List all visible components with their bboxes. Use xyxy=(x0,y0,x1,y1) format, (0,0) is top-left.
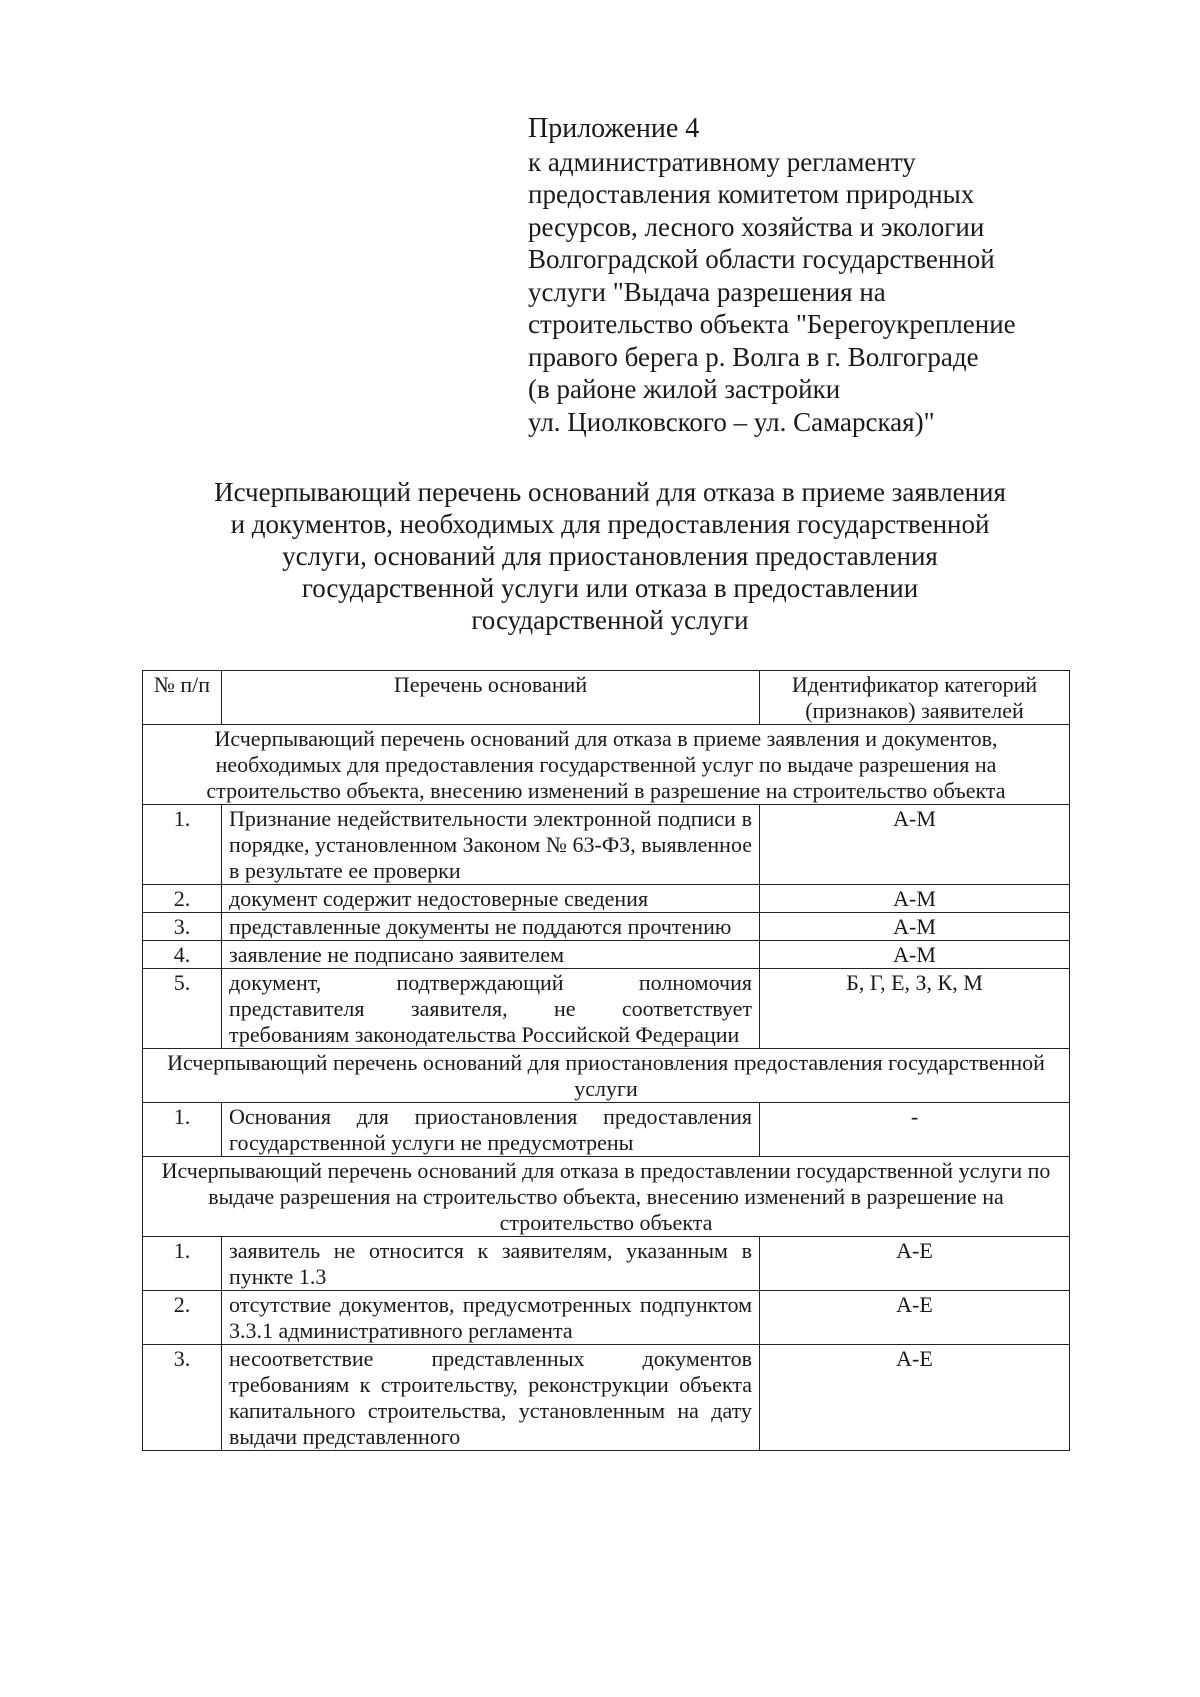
row-category: А-Е xyxy=(760,1237,1070,1291)
table-row xyxy=(143,1345,1070,1451)
table-row xyxy=(143,941,1070,969)
row-number: 3. xyxy=(143,913,222,941)
row-ground: представленные документы не поддаются прочтению xyxy=(222,913,760,941)
appendix-line: правого берега р. Волга в г. Волгограде xyxy=(528,341,979,372)
title-line: и документов, необходимых для предоставления государственной xyxy=(230,509,990,539)
table-row xyxy=(143,1237,1070,1291)
row-number: 1. xyxy=(143,1237,222,1291)
row-number: 4. xyxy=(143,941,222,969)
appendix-line: Волгоградской области государственной xyxy=(528,244,995,274)
table-row xyxy=(143,913,1070,941)
section-header-row xyxy=(143,1049,1070,1103)
row-ground: документ содержит недостоверные сведения xyxy=(222,885,760,913)
table-row xyxy=(143,1291,1070,1345)
appendix-header xyxy=(528,113,1088,438)
table-row xyxy=(143,1103,1070,1157)
title-line: услуги, оснований для приостановления предоставления xyxy=(282,541,938,571)
section-title: Исчерпывающий перечень оснований для отказа в приеме заявления и документов, необходимых для предоставления государственной услуг по выдаче разрешения на строительство объекта, внесению изменений в разрешение на строительство объекта xyxy=(143,725,1070,805)
appendix-line: к административному регламенту xyxy=(528,146,916,177)
title-line: государственной услуги xyxy=(471,605,749,635)
row-category: Б, Г, Е, З, К, М xyxy=(760,969,1070,1049)
row-ground: документ, подтверждающий полномочия представителя заявителя, не соответствует требованиям законодательства Российской Федерации xyxy=(222,969,760,1049)
section-header-row xyxy=(143,725,1070,805)
row-category: - xyxy=(760,1103,1070,1157)
appendix-line: ресурсов, лесного хозяйства и экологии xyxy=(528,211,985,242)
row-ground: несоответствие представленных документов требованиям к строительству, реконструкции объекта капитального строительства, установленным на дату выдачи представленного xyxy=(222,1345,760,1451)
header-grounds: Перечень оснований xyxy=(222,671,760,725)
appendix-title: Приложение 4 xyxy=(528,113,700,144)
appendix-line: (в районе жилой застройки xyxy=(528,374,841,404)
section-title: Исчерпывающий перечень оснований для приостановления предоставления государственной услуги xyxy=(143,1049,1070,1103)
row-category: А-М xyxy=(760,805,1070,885)
header-applicant-category: Идентификатор категорий (признаков) заявителей xyxy=(760,671,1070,725)
row-category: А-Е xyxy=(760,1291,1070,1345)
row-category: А-М xyxy=(760,941,1070,969)
section-title: Исчерпывающий перечень оснований для отказа в предоставлении государственной услуги по выдаче разрешения на строительство объекта, внесению изменений в разрешение на строительство объекта xyxy=(143,1157,1070,1237)
row-category: А-Е xyxy=(760,1345,1070,1451)
table-row xyxy=(143,885,1070,913)
row-number: 2. xyxy=(143,1291,222,1345)
appendix-line: ул. Циолковского – ул. Самарская)" xyxy=(528,406,935,437)
row-category: А-М xyxy=(760,885,1070,913)
title-line: государственной услуги или отказа в предоставлении xyxy=(301,573,919,603)
appendix-line: строительство объекта "Берегоукрепление xyxy=(528,309,1016,339)
row-number: 5. xyxy=(143,969,222,1049)
row-category: А-М xyxy=(760,913,1070,941)
row-number: 2. xyxy=(143,885,222,913)
title-line: Исчерпывающий перечень оснований для отказа в приеме заявления xyxy=(214,477,1006,507)
row-number: 3. xyxy=(143,1345,222,1451)
table-header-row xyxy=(143,671,1070,725)
appendix-line: услуги "Выдача разрешения на xyxy=(528,276,886,307)
row-ground: заявитель не относится к заявителям, указанным в пункте 1.3 xyxy=(222,1237,760,1291)
row-ground: заявление не подписано заявителем xyxy=(222,941,760,969)
appendix-line: предоставления комитетом природных xyxy=(528,179,975,209)
table-row xyxy=(143,969,1070,1049)
header-number: № п/п xyxy=(143,671,222,725)
row-ground: Основания для приостановления предоставления государственной услуги не предусмотрены xyxy=(222,1103,760,1157)
row-number: 1. xyxy=(143,805,222,885)
row-ground: отсутствие документов, предусмотренных подпунктом 3.3.1 административного регламента xyxy=(222,1291,760,1345)
grounds-table xyxy=(142,670,1070,1451)
row-number: 1. xyxy=(143,1103,222,1157)
table-row xyxy=(143,805,1070,885)
row-ground: Признание недействительности электронной подписи в порядке, установленном Законом № 63-ФЗ, выявленное в результате ее проверки xyxy=(222,805,760,885)
section-header-row xyxy=(143,1157,1070,1237)
document-title xyxy=(150,476,1070,636)
